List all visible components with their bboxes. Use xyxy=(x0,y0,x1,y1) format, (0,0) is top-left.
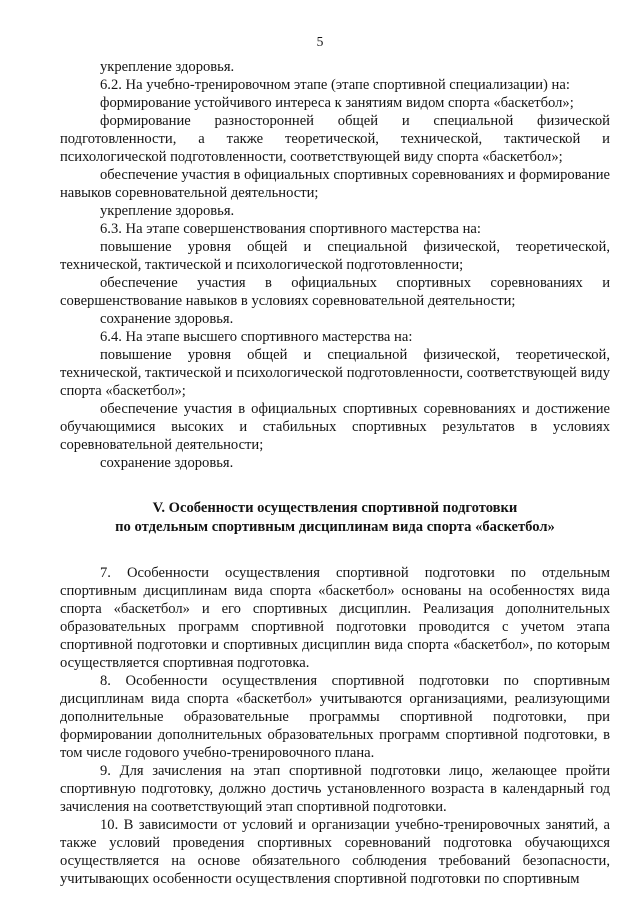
paragraph: 9. Для зачисления на этап спортивной подготовки лицо, желающее пройти спортивную подготовку, должно достичь установленного возраста в календарный год зачисления на соответствующий этап спортивной подготовки. xyxy=(60,763,610,815)
page-body xyxy=(60,58,610,888)
paragraph: обеспечение участия в официальных спортивных соревнованиях и формирование навыков соревновательной деятельности; xyxy=(60,167,610,201)
paragraph: сохранение здоровья. xyxy=(100,311,234,327)
paragraph: 6.2. На учебно-тренировочном этапе (этапе спортивной специализации) на: xyxy=(100,77,570,93)
paragraph: повышение уровня общей и специальной физической, теоретической, технической, тактической и психологической подготовленности; xyxy=(60,239,610,273)
paragraph: обеспечение участия в официальных спортивных соревнованиях и совершенствование навыков в условиях соревновательной деятельности; xyxy=(60,275,610,309)
paragraph: обеспечение участия в официальных спортивных соревнованиях и достижение обучающимися высоких и стабильных спортивных результатов в условиях соревновательной деятельности; xyxy=(60,401,610,453)
paragraph: 10. В зависимости от условий и организации учебно-тренировочных занятий, а также условий проведения спортивных соревнований подготовка обучающихся осуществляется на основе обязательного соблюдения требований безопасности, учитывающих особенности осуществления спортивной подготовки по спортивным xyxy=(60,817,610,887)
section-heading-line-1: V. Особенности осуществления спортивной подготовки xyxy=(152,500,518,516)
section-heading-line-2: по отдельным спортивным дисциплинам вида спорта «баскетбол» xyxy=(115,519,555,535)
paragraph: укрепление здоровья. xyxy=(100,59,235,75)
section-heading xyxy=(60,499,610,537)
paragraph: формирование устойчивого интереса к занятиям видом спорта «баскетбол»; xyxy=(100,95,574,111)
page-number: 5 xyxy=(316,34,324,49)
paragraph: укрепление здоровья. xyxy=(100,203,235,219)
paragraph: 6.4. На этапе высшего спортивного мастерства на: xyxy=(100,329,413,345)
paragraph: сохранение здоровья. xyxy=(100,455,234,471)
paragraph: 8. Особенности осуществления спортивной подготовки по спортивным дисциплинам вида спорта «баскетбол» учитываются организациями, реализующими дополнительные образовательные программы спортивной подготовки, при формировании дополнительных образовательных программ спортивной подготовки, в том числе годового учебно-тренировочного плана. xyxy=(60,673,610,761)
paragraph: 7. Особенности осуществления спортивной подготовки по отдельным спортивным дисциплинам вида спорта «баскетбол» основаны на особенностях вида спорта «баскетбол» и его спортивных дисциплин. Реализация дополнительных образовательных программ спортивной подготовки проводится с учетом этапа спортивной подготовки и спортивных дисциплин вида спорта «баскетбол», по которым осуществляется спортивная подготовка. xyxy=(60,565,610,671)
paragraph: повышение уровня общей и специальной физической, теоретической, технической, тактической и психологической подготовленности, соответствующей виду спорта «баскетбол»; xyxy=(60,347,610,399)
paragraph: 6.3. На этапе совершенствования спортивного мастерства на: xyxy=(100,221,481,237)
paragraph: формирование разносторонней общей и специальной физической подготовленности, а также теоретической, технической, тактической и психологической подготовленности, соответствующей виду спорта «баскетбол»; xyxy=(60,113,610,165)
